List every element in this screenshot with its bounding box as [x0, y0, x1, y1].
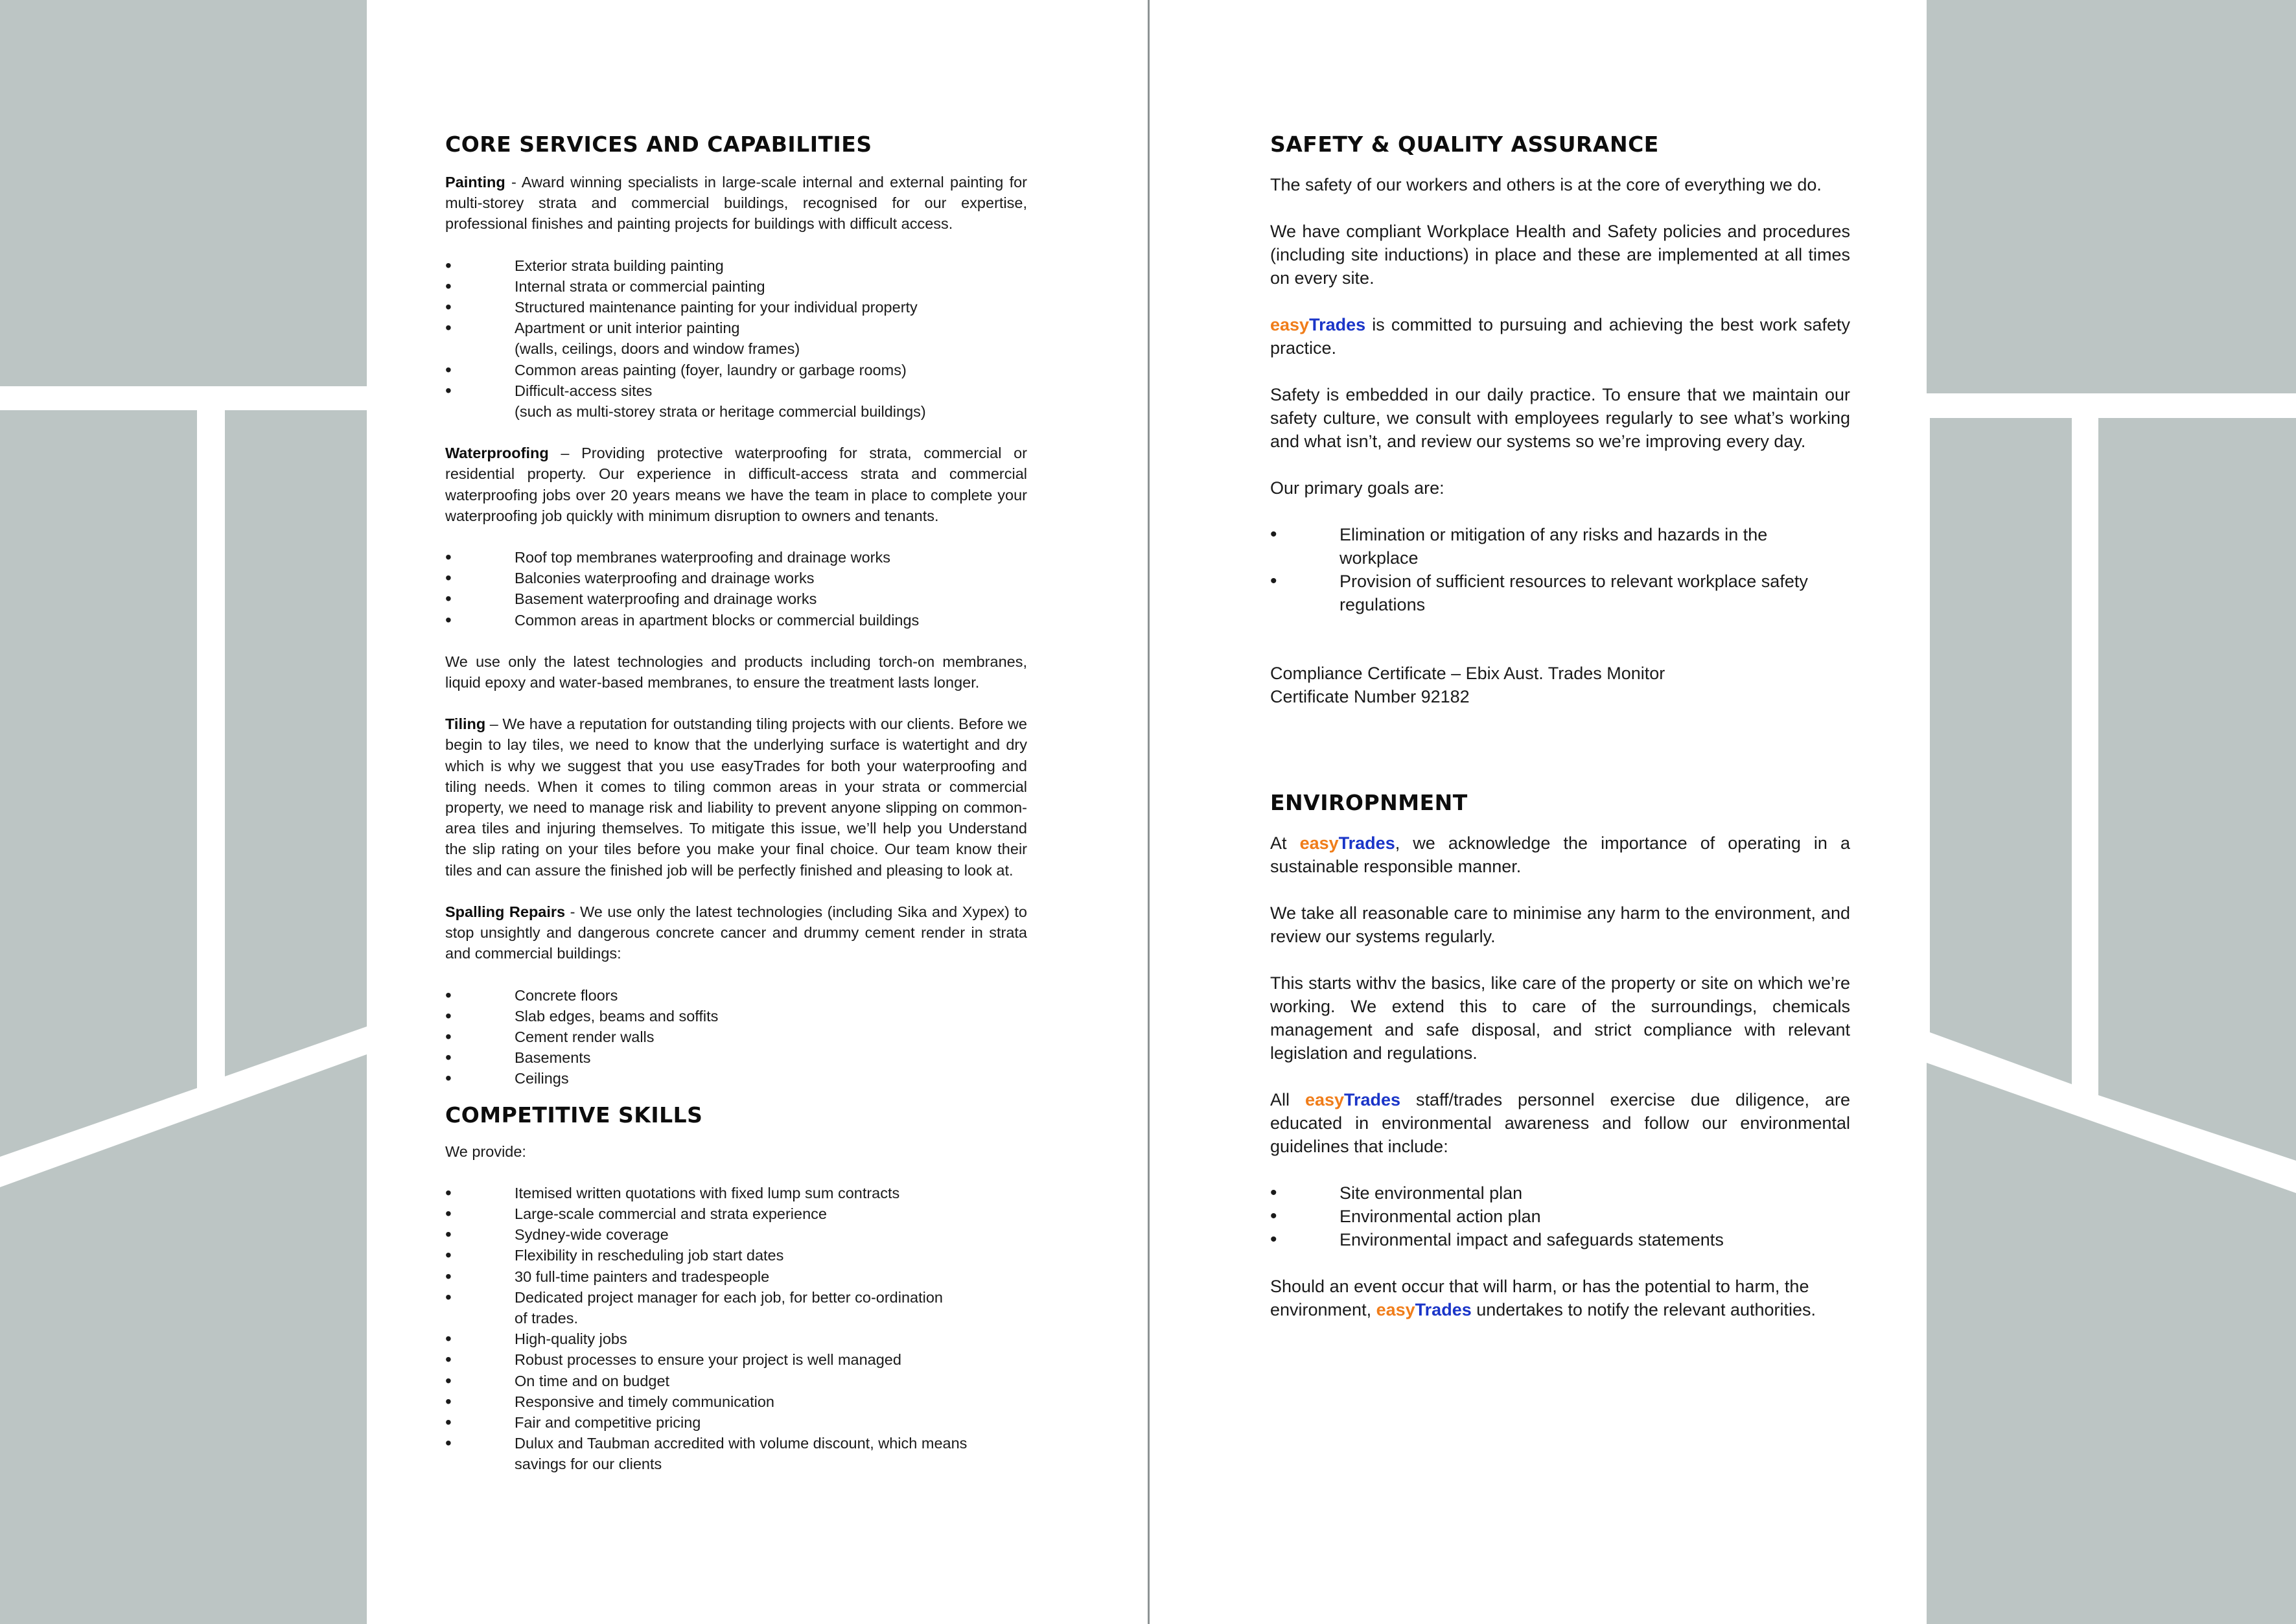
bullet-icon: •: [1270, 524, 1277, 545]
bullet-icon: •: [445, 1370, 452, 1391]
bullet-icon: •: [445, 275, 452, 296]
safety-paragraph-4: Safety is embedded in our daily practice. To ensure that we maintain our safety culture, we consult with employees regularly to see what’s working and what isn’t, and review our systems so we’re improving every day.: [1270, 385, 1850, 451]
safety-paragraph-2: We have compliant Workplace Health and Safety policies and procedures (including site inductions) in place and these are implemented at all times on every site.: [1270, 222, 1850, 288]
competitive-skills-heading: COMPETITIVE SKILLS: [445, 1102, 703, 1128]
bullet-icon: •: [445, 380, 452, 400]
list-item: • Dedicated project manager for each job, for better co-ordination of trades.: [445, 1286, 943, 1327]
environment-list: [1270, 1181, 1850, 1251]
list-item: • Itemised written quotations with fixed lump sum contracts: [445, 1182, 900, 1203]
brand-trades: Trades: [1344, 1090, 1401, 1109]
list-item: • On time and on budget: [445, 1370, 670, 1391]
list-item: • Basement waterproofing and drainage works: [445, 588, 817, 609]
list-item: • Roof top membranes waterproofing and drainage works: [445, 547, 890, 568]
bullet-icon: •: [445, 318, 452, 338]
decorative-panel-left: [0, 0, 367, 1624]
bullet-icon: •: [445, 984, 452, 1005]
page-divider: [1148, 0, 1150, 1624]
list-item: • Responsive and timely communication: [445, 1391, 774, 1411]
safety-heading: SAFETY & QUALITY ASSURANCE: [1270, 132, 1659, 157]
list-item: • Dulux and Taubman accredited with volume discount, which means savings for our clients: [445, 1433, 968, 1473]
list-item: • Sydney-wide coverage: [445, 1224, 669, 1245]
list-item: • Exterior strata building painting: [445, 255, 724, 275]
list-item: • Elimination or mitigation of any risks and hazards in the workplace: [1270, 524, 1768, 568]
goals-list: [1270, 523, 1850, 616]
bullet-icon: •: [445, 568, 452, 588]
bullet-icon: •: [445, 297, 452, 318]
left-page-content: [445, 126, 1027, 1475]
technologies-paragraph: We use only the latest technologies and products including torch-on membranes, liquid epoxy and water-based membranes, to ensure the treatment lasts longer.: [445, 653, 1027, 691]
bullet-icon: •: [1270, 1205, 1277, 1227]
brand-easy: easy: [1299, 833, 1339, 853]
bullet-icon: •: [445, 547, 452, 568]
tiling-paragraph: Tiling – We have a reputation for outstanding tiling projects with our clients. Before we begin to lay tiles, we need to know that the underlying surface is watertight and dry which is why we suggest that you use easyTrades for both your waterproofing and tiling needs. When it comes to tiling common areas in your strata or commercial property, we need to manage risk and liability to prevent anyone slipping on common-area tiles and injuring themselves. To mitigate this issue, we’ll help you Understand the slip rating on your tiles before you make your final choice. Our team know their tiles and can assure the finished job will be perfectly finished and pleasing to look at.: [445, 715, 1027, 879]
bullet-icon: •: [445, 255, 452, 275]
bullet-icon: •: [445, 1266, 452, 1286]
brand-trades: Trades: [1338, 833, 1395, 853]
list-item: • Flexibility in rescheduling job start dates: [445, 1245, 784, 1266]
bullet-icon: •: [445, 1286, 452, 1307]
painting-label: Painting: [445, 174, 505, 191]
environment-paragraph-3: This starts withv the basics, like care of the property or site on which we’re working. We extend this to care of the surroundings, chemicals management and safe disposal, and strict compliance with relevant legislation and regulations.: [1270, 973, 1850, 1063]
brand-easy: easy: [1270, 315, 1310, 334]
bullet-icon: •: [445, 1005, 452, 1026]
list-item: • Balconies waterproofing and drainage works: [445, 568, 815, 588]
bullet-icon: •: [445, 1391, 452, 1411]
list-item: • Robust processes to ensure your project is well managed: [445, 1349, 901, 1370]
brand-trades: Trades: [1309, 315, 1366, 334]
list-item: • Difficult-access sites (such as multi-storey strata or heritage commercial buildings): [445, 380, 926, 421]
environment-paragraph-2: We take all reasonable care to minimise any harm to the environment, and review our systems regularly.: [1270, 903, 1850, 946]
certificate-line-1: Compliance Certificate – Ebix Aust. Trades Monitor: [1270, 664, 1665, 683]
list-item: • Site environmental plan: [1270, 1182, 1523, 1203]
bullet-icon: •: [445, 1411, 452, 1432]
spalling-label: Spalling Repairs: [445, 903, 566, 920]
environment-paragraph-1: At easyTrades, we acknowledge the importance of operating in a sustainable responsible manner.: [1270, 833, 1851, 876]
bullet-icon: •: [445, 1068, 452, 1089]
tiling-label: Tiling: [445, 715, 486, 733]
environment-paragraph-5: Should an event occur that will harm, or has the potential to harm, the environment, easyTrades undertakes to notify the relevant authorities.: [1270, 1277, 1816, 1319]
decorative-panel-right: [1927, 0, 2296, 1624]
waterproofing-label: Waterproofing: [445, 445, 549, 462]
painting-list: [445, 255, 1027, 423]
waterproofing-paragraph: Waterproofing – Providing protective waterproofing for strata, commercial or residential property. Our experience in difficult-access strata and commercial waterproofing jobs over 20 years means we have the team in place to complete your waterproofing job quickly with minimum disruption to owners and tenants.: [445, 445, 1027, 524]
bullet-icon: •: [445, 1047, 452, 1068]
brand-easy: easy: [1305, 1090, 1345, 1109]
list-item: • Cement render walls: [445, 1026, 655, 1047]
safety-paragraph-3: easyTrades is committed to pursuing and achieving the best work safety practice.: [1270, 315, 1850, 358]
core-services-heading: CORE SERVICES AND CAPABILITIES: [445, 132, 872, 157]
bullet-icon: •: [445, 1026, 452, 1047]
certificate-line-2: Certificate Number 92182: [1270, 687, 1470, 706]
list-item: • Basements: [445, 1047, 591, 1068]
list-item: • Environmental action plan: [1270, 1205, 1541, 1227]
list-item: • Internal strata or commercial painting: [445, 275, 765, 296]
spalling-paragraph: Spalling Repairs - We use only the latest technologies (including Sika and Xypex) to stop unsightly and dangerous concrete cancer and drummy cement render in strata and commercial buildings:: [445, 903, 1027, 962]
competitive-intro: We provide:: [445, 1143, 526, 1160]
bullet-icon: •: [445, 588, 452, 609]
brand-easy: easy: [1376, 1300, 1415, 1319]
bullet-icon: •: [445, 1245, 452, 1266]
competitive-list: [445, 1183, 1027, 1475]
spalling-list: [445, 985, 1027, 1089]
painting-text: - Award winning specialists in large-scale internal and external painting for multi-storey strata and commercial buildings, recognised for our expertise, professional finishes and painting projects for buildings with difficult access.: [445, 174, 1027, 233]
bullet-icon: •: [1270, 1229, 1277, 1250]
goals-intro: Our primary goals are:: [1270, 478, 1444, 498]
list-item: • Provision of sufficient resources to relevant workplace safety regulations: [1270, 570, 1808, 614]
right-page-content: [1270, 126, 1850, 1321]
bullet-icon: •: [445, 1182, 452, 1203]
bullet-icon: •: [1270, 570, 1277, 592]
list-item: • Structured maintenance painting for your individual property: [445, 297, 918, 318]
bullet-icon: •: [445, 1203, 452, 1224]
brand-trades: Trades: [1415, 1300, 1472, 1319]
bullet-icon: •: [445, 359, 452, 380]
list-item: • 30 full-time painters and tradespeople: [445, 1266, 770, 1286]
safety-paragraph-1: The safety of our workers and others is at the core of everything we do.: [1270, 175, 1822, 194]
list-item: • Slab edges, beams and soffits: [445, 1005, 719, 1026]
bullet-icon: •: [445, 1224, 452, 1245]
environment-paragraph-4: All easyTrades staff/trades personnel exercise due diligence, are educated in environmental awareness and follow our environmental guidelines that include:: [1270, 1090, 1850, 1156]
painting-paragraph: [445, 172, 1027, 235]
list-item: • Large-scale commercial and strata experience: [445, 1203, 827, 1224]
list-item: • Environmental impact and safeguards statements: [1270, 1229, 1724, 1250]
bullet-icon: •: [1270, 1182, 1277, 1203]
list-item: • Apartment or unit interior painting (walls, ceilings, doors and window frames): [445, 318, 800, 358]
bullet-icon: •: [445, 1433, 452, 1454]
list-item: • Common areas painting (foyer, laundry or garbage rooms): [445, 359, 907, 380]
list-item: • Common areas in apartment blocks or commercial buildings: [445, 609, 920, 630]
waterproofing-list: [445, 547, 1027, 631]
list-item: • Concrete floors: [445, 984, 618, 1005]
bullet-icon: •: [445, 1349, 452, 1370]
bullet-icon: •: [445, 1328, 452, 1349]
list-item: • Fair and competitive pricing: [445, 1411, 701, 1432]
list-item: • High-quality jobs: [445, 1328, 627, 1349]
list-item: • Ceilings: [445, 1068, 569, 1089]
environment-heading: ENVIROPNMENT: [1270, 790, 1468, 815]
bullet-icon: •: [445, 609, 452, 630]
